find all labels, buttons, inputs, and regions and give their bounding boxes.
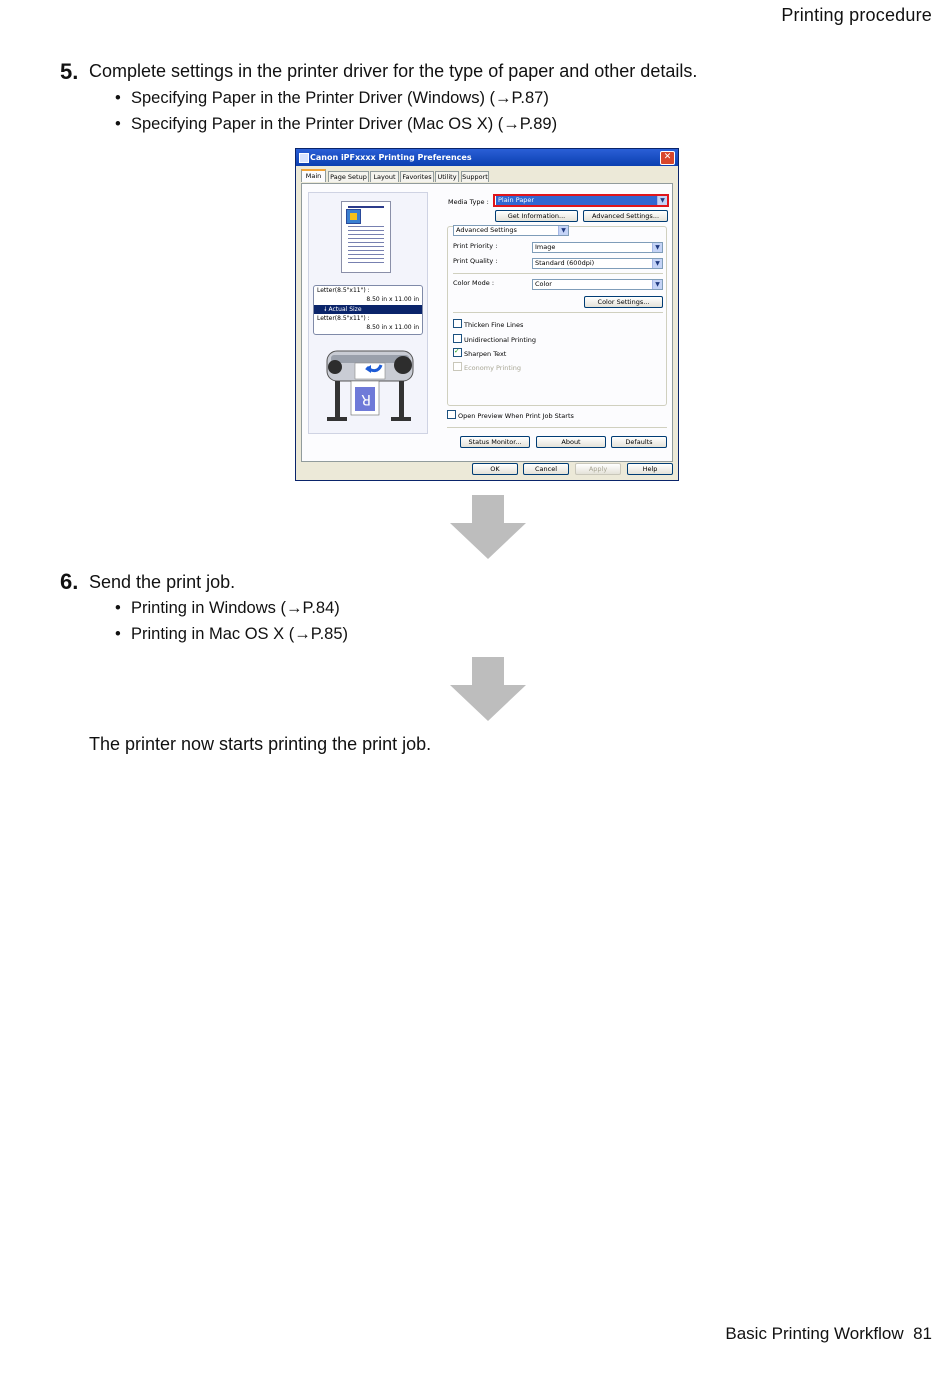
checkbox-box (453, 362, 462, 371)
defaults-button[interactable]: Defaults (611, 436, 667, 448)
settings-mode-value: Advanced Settings (456, 226, 517, 234)
print-quality-label: Print Quality : (453, 257, 498, 265)
open-preview-checkbox[interactable] (447, 410, 574, 420)
document-logo-icon (346, 209, 361, 224)
media-type-value: Plain Paper (496, 196, 657, 205)
print-priority-label: Print Priority : (453, 242, 498, 250)
output-size: Letter(8.5"x11") : (317, 315, 370, 322)
scaling-text: Actual Size (328, 306, 362, 313)
help-button[interactable]: Help (627, 463, 673, 475)
section-header: Printing procedure (781, 5, 932, 25)
media-type-label: Media Type : (448, 198, 489, 206)
chevron-down-icon: ▼ (652, 259, 662, 268)
print-quality-select[interactable] (532, 258, 663, 269)
arrow-down-icon: 🠗 (324, 306, 329, 313)
source-size: Letter(8.5"x11") : (317, 287, 370, 294)
printer-app-icon (299, 153, 309, 163)
link-text[interactable]: Printing in Windows (→P.84) (131, 599, 340, 617)
page-preview (341, 201, 391, 273)
tab-page-setup[interactable]: Page Setup (328, 171, 369, 182)
printing-preferences-dialog (295, 148, 679, 481)
checkbox-label: Thicken Fine Lines (464, 321, 524, 329)
checkbox-label: Economy Printing (464, 364, 522, 372)
link-text[interactable]: Printing in Mac OS X (→P.85) (131, 625, 349, 643)
thicken-fine-lines-checkbox[interactable] (453, 319, 523, 329)
step-6-text: Send the print job. (89, 572, 236, 592)
paper-size-summary (313, 285, 423, 335)
status-monitor-button[interactable]: Status Monitor... (460, 436, 530, 448)
step-6-bullet-1[interactable] (115, 599, 340, 618)
color-mode-select[interactable] (532, 279, 663, 290)
bullet-dot: • (115, 599, 121, 617)
checkbox-box[interactable] (447, 410, 456, 419)
checkbox-label: Unidirectional Printing (464, 336, 537, 344)
svg-text:R: R (361, 391, 371, 407)
ok-button[interactable]: OK (472, 463, 518, 475)
settings-group (447, 226, 667, 406)
tab-layout[interactable]: Layout (370, 171, 399, 182)
sharpen-text-checkbox[interactable] (453, 348, 506, 358)
checkbox-label: Open Preview When Print Job Starts (458, 412, 574, 420)
settings-mode-select[interactable] (453, 225, 569, 236)
chevron-down-icon: ▼ (652, 280, 662, 289)
printer-illustration (321, 341, 419, 429)
checkbox-box[interactable] (453, 334, 462, 343)
down-arrow-icon (450, 657, 526, 721)
about-button[interactable]: About (536, 436, 606, 448)
main-tab-panel (301, 183, 673, 462)
apply-button: Apply (575, 463, 621, 475)
color-mode-value: Color (535, 280, 552, 288)
chevron-down-icon: ▼ (657, 196, 667, 205)
checkbox-box[interactable] (453, 348, 462, 357)
print-priority-value: Image (535, 243, 556, 251)
checkbox-label: Sharpen Text (464, 350, 507, 358)
tab-favorites[interactable]: Favorites (400, 171, 434, 182)
page-number: 81 (913, 1324, 932, 1343)
step-5-number: 5. (60, 59, 79, 84)
output-dims: 8.50 in x 11.00 in (366, 324, 419, 331)
chapter-title: Basic Printing Workflow (725, 1324, 904, 1343)
source-dims: 8.50 in x 11.00 in (366, 296, 419, 303)
dialog-title-bar (296, 149, 678, 166)
step-6-bullet-2[interactable] (115, 625, 348, 644)
bullet-dot: • (115, 89, 121, 107)
print-priority-select[interactable] (532, 242, 663, 253)
tab-main[interactable]: Main (301, 169, 326, 182)
scaling-row (314, 305, 422, 314)
dialog-title: Canon iPFxxxx Printing Preferences (310, 153, 472, 162)
link-text[interactable]: Specifying Paper in the Printer Driver (Mac OS X) (→P.89) (131, 115, 558, 133)
close-icon[interactable]: ✕ (660, 151, 675, 165)
advanced-settings-button[interactable]: Advanced Settings... (583, 210, 668, 222)
conclusion-text: The printer now starts printing the print job. (89, 734, 432, 754)
chevron-down-icon: ▼ (558, 226, 568, 235)
preview-pane (308, 192, 428, 434)
chevron-down-icon: ▼ (652, 243, 662, 252)
unidirectional-printing-checkbox[interactable] (453, 334, 536, 344)
checkbox-box[interactable] (453, 319, 462, 328)
tab-support[interactable]: Support (462, 173, 488, 181)
step-6-number: 6. (60, 569, 79, 594)
down-arrow-icon (450, 495, 526, 559)
print-quality-value: Standard (600dpi) (535, 259, 595, 267)
page-footer (725, 1324, 932, 1344)
tab-utility[interactable]: Utility (435, 171, 459, 182)
color-settings-button[interactable]: Color Settings... (584, 296, 663, 308)
link-text[interactable]: Specifying Paper in the Printer Driver (Windows) (→P.87) (131, 89, 549, 107)
cancel-button[interactable]: Cancel (523, 463, 569, 475)
media-type-select[interactable] (493, 194, 669, 207)
step-5-text: Complete settings in the printer driver for the type of paper and other details. (89, 61, 698, 81)
get-information-button[interactable]: Get Information... (495, 210, 578, 222)
color-mode-label: Color Mode : (453, 279, 495, 287)
bullet-dot: • (115, 115, 121, 133)
economy-printing-checkbox (453, 362, 521, 372)
bullet-dot: • (115, 625, 121, 643)
step-5-bullet-2[interactable] (115, 115, 557, 134)
step-5-bullet-1[interactable] (115, 89, 549, 108)
